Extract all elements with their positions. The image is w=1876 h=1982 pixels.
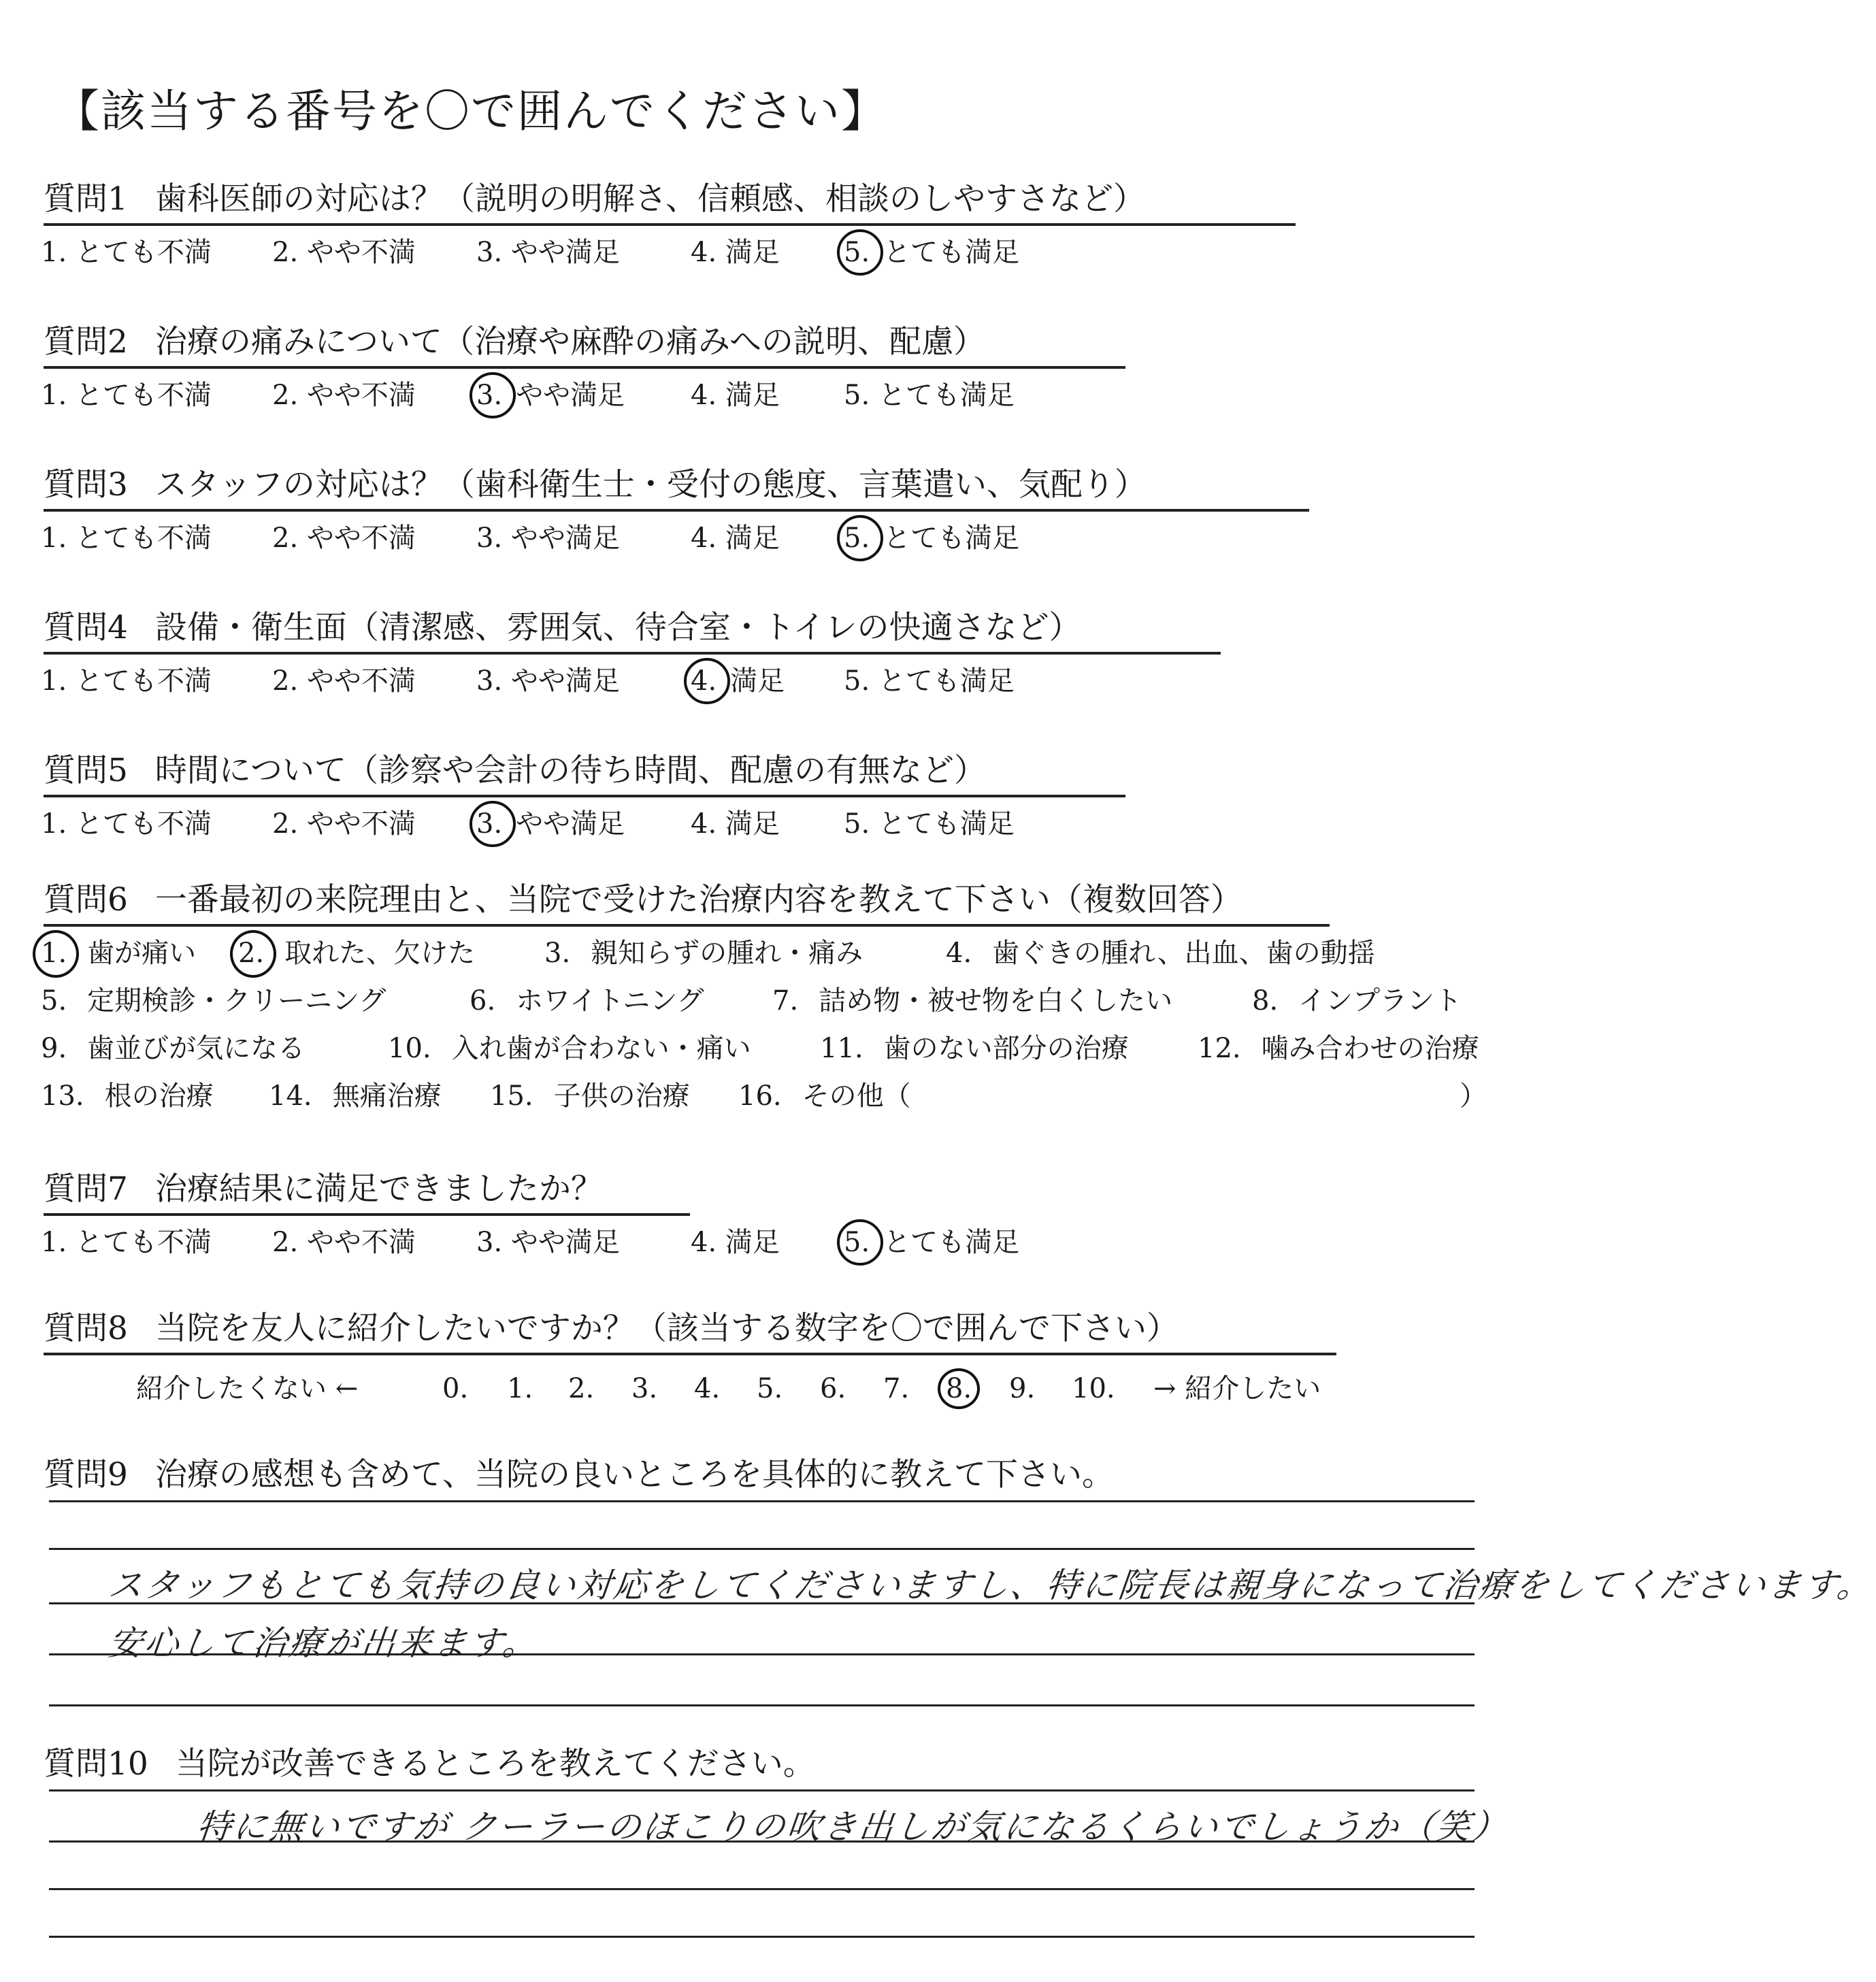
option-number-circled: 4.: [691, 661, 717, 701]
q6-option-11[interactable]: [820, 1028, 1129, 1069]
rating-option-3[interactable]: 3. やや満足: [476, 1227, 620, 1258]
question-number: 質問8: [44, 1310, 128, 1347]
question-text: スタッフの対応は？（歯科衛生士・受付の態度、言葉遣い、気配り）: [154, 466, 1147, 503]
question-number: 質問10: [44, 1745, 148, 1783]
scale-left-label: 紹介したくない ←: [136, 1373, 359, 1404]
scale-value-9[interactable]: 9.: [1009, 1373, 1036, 1404]
scale-value-5[interactable]: 5.: [757, 1373, 783, 1404]
scale-value-4[interactable]: 4.: [694, 1373, 721, 1404]
handwritten-answer-line-1: スタッフもとても気持の良い対応をしてくださいますし、特に院長は親身になって治療をしてくださいます。: [106, 1566, 1875, 1605]
question-text: 当院が改善できるところを教えてください。: [175, 1745, 815, 1783]
option-number: 2.: [238, 933, 264, 974]
handwritten-answer-line-2: 安心して治療が出来ます。: [106, 1623, 541, 1663]
option-label: 親知らずの腫れ・痛み: [591, 938, 863, 969]
question-text: 一番最初の来院理由と、当院で受けた治療内容を教えて下さい（複数回答）: [154, 881, 1243, 919]
option-number-circled: 5.: [844, 232, 870, 273]
q6-option-2-selected[interactable]: [238, 933, 475, 974]
rating-option-1[interactable]: 1. とても不満: [41, 1227, 212, 1258]
question-text: 設備・衛生面（清潔感、雰囲気、待合室・トイレの快適さなど）: [154, 609, 1081, 646]
question-number: 質問2: [44, 323, 128, 361]
question-1-heading: [44, 174, 1296, 226]
rating-option-5[interactable]: 5. とても満足: [844, 380, 1015, 411]
question-number: 質問1: [44, 180, 128, 218]
option-label: 歯並びが気になる: [87, 1033, 306, 1064]
option-label: インプラント: [1298, 985, 1462, 1017]
option-label: 噛み合わせの治療: [1261, 1033, 1479, 1064]
handwritten-answer-line-1: 特に無いですが クーラーのほこりの吹き出しが気になるくらいでしょうか（笑）: [195, 1807, 1511, 1847]
option-label: 根の治療: [104, 1080, 214, 1112]
option-label: 詰め物・被せ物を白くしたい: [819, 985, 1173, 1017]
option-label: やや満足: [516, 808, 625, 840]
rating-option-1[interactable]: 1. とても不満: [41, 380, 212, 411]
option-label: 定期検診・クリーニング: [87, 985, 386, 1017]
option-label: とても満足: [883, 237, 1020, 268]
option-number-circled: 5.: [844, 1222, 870, 1263]
scale-value-10[interactable]: 10.: [1072, 1373, 1115, 1404]
rating-option-5[interactable]: 5. とても満足: [844, 808, 1015, 840]
rating-option-4[interactable]: 4. 満足: [691, 237, 780, 268]
answer-line: [49, 1548, 1475, 1550]
rating-option-3-selected[interactable]: [476, 375, 625, 416]
question-text: 当院を友人に紹介したいですか？（該当する数字を〇で囲んで下さい）: [154, 1310, 1179, 1347]
q6-option-8[interactable]: [1252, 980, 1462, 1021]
option-number-circled: 3.: [476, 804, 502, 844]
rating-option-4-selected[interactable]: [691, 661, 785, 701]
option-label: とても満足: [883, 523, 1020, 554]
rating-option-5-selected[interactable]: [844, 232, 1019, 273]
answer-line: [49, 1704, 1475, 1706]
rating-option-2[interactable]: 2. やや不満: [272, 665, 416, 697]
rating-option-5-selected[interactable]: [844, 1222, 1019, 1263]
option-number: 3.: [544, 938, 571, 969]
option-label: 歯のない部分の治療: [883, 1033, 1129, 1064]
option-label: やや満足: [516, 380, 625, 411]
rating-option-2[interactable]: 2. やや不満: [272, 380, 416, 411]
answer-line: [49, 1888, 1475, 1890]
scale-value-6[interactable]: 6.: [820, 1373, 846, 1404]
option-number: 8.: [1252, 985, 1279, 1017]
rating-option-4[interactable]: 4. 満足: [691, 808, 780, 840]
question-6-heading: [44, 874, 1330, 927]
option-number: 7.: [772, 985, 799, 1017]
rating-option-4[interactable]: 4. 満足: [691, 1227, 780, 1258]
scale-value-3[interactable]: 3.: [631, 1373, 658, 1404]
rating-option-2[interactable]: 2. やや不満: [272, 1227, 416, 1258]
rating-option-3[interactable]: 3. やや満足: [476, 665, 620, 697]
option-number: 5.: [41, 985, 67, 1017]
q6-option-15[interactable]: [490, 1076, 690, 1117]
rating-option-1[interactable]: 1. とても不満: [41, 808, 212, 840]
rating-option-1[interactable]: 1. とても不満: [41, 665, 212, 697]
option-label: とても満足: [883, 1227, 1020, 1258]
option-number-circled: 3.: [476, 375, 502, 416]
question-2-heading: [44, 316, 1125, 369]
option-label: 入れ歯が合わない・痛い: [451, 1033, 751, 1064]
option-label: 満足: [730, 665, 785, 697]
question-text: 治療結果に満足できましたか？: [154, 1170, 603, 1208]
option-number: 10.: [388, 1033, 431, 1064]
q6-option-13[interactable]: [41, 1076, 214, 1117]
q6-option-10[interactable]: [388, 1028, 751, 1069]
question-text: 治療の痛みについて（治療や麻酔の痛みへの説明、配慮）: [154, 323, 986, 361]
question-8-heading: [44, 1303, 1336, 1355]
rating-option-4[interactable]: 4. 満足: [691, 523, 780, 554]
scale-value-2[interactable]: 2.: [568, 1373, 595, 1404]
option-label: 歯が痛い: [87, 938, 197, 969]
question-4-heading: [44, 602, 1221, 655]
question-number: 質問4: [44, 609, 128, 646]
option-label: その他（: [802, 1080, 911, 1112]
q6-option-9[interactable]: [41, 1028, 305, 1069]
q6-option-3[interactable]: [544, 933, 863, 974]
option-number: 9.: [41, 1033, 67, 1064]
question-7-heading: [44, 1163, 690, 1216]
rating-option-5-selected[interactable]: [844, 518, 1019, 559]
option-number: 11.: [820, 1033, 863, 1064]
scale-value-7[interactable]: 7.: [883, 1373, 910, 1404]
q6-option-14[interactable]: [269, 1076, 442, 1117]
rating-option-3[interactable]: 3. やや満足: [476, 523, 620, 554]
q6-option-7[interactable]: [772, 980, 1172, 1021]
answer-line: [49, 1936, 1475, 1938]
option-label: 取れた、欠けた: [284, 938, 476, 969]
option-number: 12.: [1198, 1033, 1241, 1064]
other-close-paren: ）: [1460, 1080, 1487, 1112]
page-title: 【該当する番号を〇で囲んでください】: [54, 85, 887, 137]
q6-option-1-selected[interactable]: [41, 933, 196, 974]
q6-option-4[interactable]: [946, 933, 1375, 974]
question-text: 歯科医師の対応は？（説明の明解さ、信頼感、相談のしやすさなど）: [154, 180, 1146, 218]
rating-option-2[interactable]: 2. やや不満: [272, 237, 416, 268]
question-9-heading: [44, 1449, 1114, 1495]
rating-option-2[interactable]: 2. やや不満: [272, 808, 416, 840]
option-number: 14.: [269, 1080, 312, 1112]
option-number: 16.: [738, 1080, 782, 1112]
scale-value-8-selected[interactable]: 8.: [938, 1368, 980, 1409]
scale-value-0[interactable]: 0.: [442, 1373, 469, 1404]
question-text: 治療の感想も含めて、当院の良いところを具体的に教えて下さい。: [154, 1456, 1114, 1493]
option-label: 歯ぐきの腫れ、出血、歯の動揺: [992, 938, 1375, 969]
option-label: ホワイトニング: [516, 985, 704, 1017]
answer-line: [49, 1500, 1475, 1502]
q6-option-12[interactable]: [1198, 1028, 1479, 1069]
question-number: 質問9: [44, 1456, 128, 1493]
question-text: 時間について（診察や会計の待ち時間、配慮の有無など）: [154, 752, 986, 789]
question-5-heading: [44, 745, 1125, 797]
rating-option-3[interactable]: 3. やや満足: [476, 237, 620, 268]
question-10-heading: [44, 1738, 815, 1784]
rating-option-3-selected[interactable]: [476, 804, 625, 844]
question-number: 質問7: [44, 1170, 128, 1208]
q6-option-16[interactable]: [738, 1076, 911, 1117]
option-number: 6.: [470, 985, 496, 1017]
rating-option-1[interactable]: 1. とても不満: [41, 523, 212, 554]
option-number-circled: 5.: [844, 518, 870, 559]
rating-option-4[interactable]: 4. 満足: [691, 380, 780, 411]
question-number: 質問6: [44, 881, 128, 919]
option-number: 13.: [41, 1080, 84, 1112]
option-number: 4.: [946, 938, 972, 969]
option-label: 無痛治療: [332, 1080, 442, 1112]
question-number: 質問3: [44, 466, 128, 503]
option-label: 子供の治療: [553, 1080, 690, 1112]
scale-value-1[interactable]: 1.: [507, 1373, 533, 1404]
question-number: 質問5: [44, 752, 128, 789]
q6-option-5[interactable]: [41, 980, 386, 1021]
option-number: 15.: [490, 1080, 533, 1112]
option-number: 1.: [41, 933, 67, 974]
rating-option-5[interactable]: 5. とても満足: [844, 665, 1015, 697]
rating-option-1[interactable]: 1. とても不満: [41, 237, 212, 268]
rating-option-2[interactable]: 2. やや不満: [272, 523, 416, 554]
question-3-heading: [44, 459, 1309, 512]
scale-right-label: → 紹介したい: [1153, 1373, 1321, 1404]
answer-line: [49, 1789, 1475, 1791]
q6-option-6[interactable]: [470, 980, 704, 1021]
